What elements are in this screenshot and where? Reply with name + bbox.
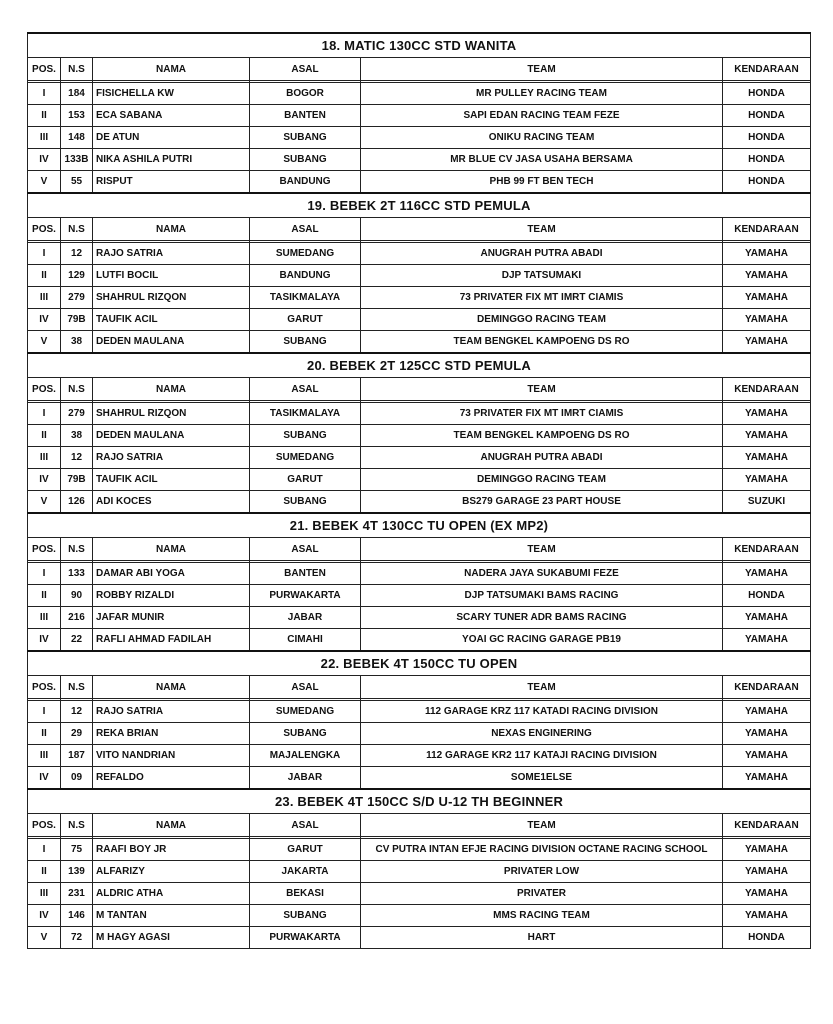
team-cell: PRIVATER LOW — [361, 861, 723, 883]
asal-cell: JABAR — [250, 767, 361, 790]
ns-cell: 279 — [61, 287, 93, 309]
table-row — [28, 309, 811, 331]
kendaraan-cell: YAMAHA — [723, 447, 811, 469]
asal-cell: GARUT — [250, 839, 361, 861]
kendaraan-cell: YAMAHA — [723, 745, 811, 767]
team-cell: DEMINGGO RACING TEAM — [361, 309, 723, 331]
header-nama: NAMA — [93, 814, 250, 837]
header-nama: NAMA — [93, 538, 250, 561]
kendaraan-cell: YAMAHA — [723, 767, 811, 790]
header-nama: NAMA — [93, 218, 250, 241]
kendaraan-cell: YAMAHA — [723, 331, 811, 354]
header-team: TEAM — [361, 676, 723, 699]
ns-cell: 38 — [61, 425, 93, 447]
table-row — [28, 265, 811, 287]
team-cell: CV PUTRA INTAN EFJE RACING DIVISION OCTANE RACING SCHOOL — [361, 839, 723, 861]
team-cell: MR PULLEY RACING TEAM — [361, 83, 723, 105]
header-team: TEAM — [361, 58, 723, 81]
pos-cell: II — [28, 265, 61, 287]
team-cell: 112 GARAGE KRZ 117 KATADI RACING DIVISION — [361, 701, 723, 723]
ns-cell: 29 — [61, 723, 93, 745]
nama-cell: ECA SABANA — [93, 105, 250, 127]
table-row — [28, 563, 811, 585]
team-cell: TEAM BENGKEL KAMPOENG DS RO — [361, 425, 723, 447]
team-cell: PRIVATER — [361, 883, 723, 905]
nama-cell: ADI KOCES — [93, 491, 250, 514]
team-cell: MR BLUE CV JASA USAHA BERSAMA — [361, 149, 723, 171]
kendaraan-cell: YAMAHA — [723, 861, 811, 883]
ns-cell: 126 — [61, 491, 93, 514]
team-cell: NEXAS ENGINERING — [361, 723, 723, 745]
kendaraan-cell: HONDA — [723, 127, 811, 149]
header-kendaraan: KENDARAAN — [723, 378, 811, 401]
header-asal: ASAL — [250, 538, 361, 561]
header-team: TEAM — [361, 538, 723, 561]
team-cell: ANUGRAH PUTRA ABADI — [361, 243, 723, 265]
pos-cell: I — [28, 403, 61, 425]
kendaraan-cell: HONDA — [723, 927, 811, 949]
header-ns: N.S — [61, 58, 93, 81]
team-cell: DJP TATSUMAKI BAMS RACING — [361, 585, 723, 607]
pos-cell: II — [28, 425, 61, 447]
asal-cell: SUBANG — [250, 905, 361, 927]
asal-cell: GARUT — [250, 309, 361, 331]
nama-cell: SHAHRUL RIZQON — [93, 287, 250, 309]
table-row — [28, 585, 811, 607]
nama-cell: RAFLI AHMAD FADILAH — [93, 629, 250, 652]
results-sheet — [27, 32, 810, 949]
pos-cell: IV — [28, 767, 61, 790]
pos-cell: III — [28, 127, 61, 149]
header-ns: N.S — [61, 218, 93, 241]
category-title: 18. MATIC 130CC STD WANITA — [28, 33, 811, 58]
pos-cell: III — [28, 287, 61, 309]
nama-cell: SHAHRUL RIZQON — [93, 403, 250, 425]
pos-cell: I — [28, 701, 61, 723]
asal-cell: BANTEN — [250, 105, 361, 127]
pos-cell: II — [28, 105, 61, 127]
asal-cell: GARUT — [250, 469, 361, 491]
kendaraan-cell: YAMAHA — [723, 287, 811, 309]
team-cell: SAPI EDAN RACING TEAM FEZE — [361, 105, 723, 127]
nama-cell: REKA BRIAN — [93, 723, 250, 745]
team-cell: 73 PRIVATER FIX MT IMRT CIAMIS — [361, 403, 723, 425]
asal-cell: SUBANG — [250, 491, 361, 514]
header-asal: ASAL — [250, 378, 361, 401]
asal-cell: BANDUNG — [250, 265, 361, 287]
pos-cell: IV — [28, 629, 61, 652]
header-ns: N.S — [61, 814, 93, 837]
column-header-row — [28, 378, 811, 401]
team-cell: ONIKU RACING TEAM — [361, 127, 723, 149]
kendaraan-cell: SUZUKI — [723, 491, 811, 514]
ns-cell: 148 — [61, 127, 93, 149]
kendaraan-cell: YAMAHA — [723, 425, 811, 447]
table-row — [28, 905, 811, 927]
nama-cell: RAJO SATRIA — [93, 701, 250, 723]
header-pos: POS. — [28, 218, 61, 241]
asal-cell: BEKASI — [250, 883, 361, 905]
header-team: TEAM — [361, 814, 723, 837]
nama-cell: DEDEN MAULANA — [93, 331, 250, 354]
category-title: 21. BEBEK 4T 130CC TU OPEN (EX MP2) — [28, 513, 811, 538]
header-pos: POS. — [28, 538, 61, 561]
header-ns: N.S — [61, 538, 93, 561]
ns-cell: 153 — [61, 105, 93, 127]
table-row — [28, 701, 811, 723]
nama-cell: DE ATUN — [93, 127, 250, 149]
pos-cell: IV — [28, 469, 61, 491]
asal-cell: SUBANG — [250, 149, 361, 171]
asal-cell: BANTEN — [250, 563, 361, 585]
asal-cell: CIMAHI — [250, 629, 361, 652]
table-row — [28, 839, 811, 861]
category-title: 19. BEBEK 2T 116CC STD PEMULA — [28, 193, 811, 218]
team-cell: 73 PRIVATER FIX MT IMRT CIAMIS — [361, 287, 723, 309]
kendaraan-cell: HONDA — [723, 585, 811, 607]
kendaraan-cell: YAMAHA — [723, 265, 811, 287]
pos-cell: II — [28, 585, 61, 607]
kendaraan-cell: YAMAHA — [723, 563, 811, 585]
ns-cell: 129 — [61, 265, 93, 287]
ns-cell: 139 — [61, 861, 93, 883]
kendaraan-cell: YAMAHA — [723, 607, 811, 629]
category-title-row — [28, 193, 811, 218]
table-row — [28, 105, 811, 127]
column-header-row — [28, 538, 811, 561]
kendaraan-cell: HONDA — [723, 83, 811, 105]
team-cell: NADERA JAYA SUKABUMI FEZE — [361, 563, 723, 585]
kendaraan-cell: YAMAHA — [723, 243, 811, 265]
pos-cell: III — [28, 745, 61, 767]
results-table — [27, 32, 811, 949]
ns-cell: 231 — [61, 883, 93, 905]
category-title-row — [28, 651, 811, 676]
ns-cell: 133 — [61, 563, 93, 585]
nama-cell: DAMAR ABI YOGA — [93, 563, 250, 585]
nama-cell: RAAFI BOY JR — [93, 839, 250, 861]
kendaraan-cell: HONDA — [723, 171, 811, 194]
ns-cell: 184 — [61, 83, 93, 105]
team-cell: MMS RACING TEAM — [361, 905, 723, 927]
ns-cell: 55 — [61, 171, 93, 194]
asal-cell: SUBANG — [250, 425, 361, 447]
team-cell: PHB 99 FT BEN TECH — [361, 171, 723, 194]
ns-cell: 22 — [61, 629, 93, 652]
category-title: 20. BEBEK 2T 125CC STD PEMULA — [28, 353, 811, 378]
asal-cell: JABAR — [250, 607, 361, 629]
asal-cell: SUMEDANG — [250, 243, 361, 265]
ns-cell: 75 — [61, 839, 93, 861]
asal-cell: MAJALENGKA — [250, 745, 361, 767]
ns-cell: 12 — [61, 701, 93, 723]
asal-cell: JAKARTA — [250, 861, 361, 883]
team-cell: YOAI GC RACING GARAGE PB19 — [361, 629, 723, 652]
nama-cell: RAJO SATRIA — [93, 243, 250, 265]
kendaraan-cell: YAMAHA — [723, 723, 811, 745]
ns-cell: 72 — [61, 927, 93, 949]
table-row — [28, 447, 811, 469]
table-row — [28, 883, 811, 905]
table-row — [28, 723, 811, 745]
ns-cell: 90 — [61, 585, 93, 607]
table-row — [28, 927, 811, 949]
team-cell: SOME1ELSE — [361, 767, 723, 790]
table-row — [28, 861, 811, 883]
category-title-row — [28, 353, 811, 378]
table-row — [28, 287, 811, 309]
header-team: TEAM — [361, 218, 723, 241]
pos-cell: I — [28, 83, 61, 105]
header-asal: ASAL — [250, 218, 361, 241]
table-row — [28, 149, 811, 171]
pos-cell: V — [28, 171, 61, 194]
category-title: 23. BEBEK 4T 150CC S/D U-12 TH BEGINNER — [28, 789, 811, 814]
team-cell: DEMINGGO RACING TEAM — [361, 469, 723, 491]
pos-cell: IV — [28, 905, 61, 927]
ns-cell: 38 — [61, 331, 93, 354]
nama-cell: LUTFI BOCIL — [93, 265, 250, 287]
table-row — [28, 243, 811, 265]
ns-cell: 133B — [61, 149, 93, 171]
pos-cell: V — [28, 331, 61, 354]
asal-cell: SUBANG — [250, 723, 361, 745]
ns-cell: 146 — [61, 905, 93, 927]
kendaraan-cell: YAMAHA — [723, 629, 811, 652]
table-row — [28, 607, 811, 629]
header-kendaraan: KENDARAAN — [723, 58, 811, 81]
nama-cell: RAJO SATRIA — [93, 447, 250, 469]
team-cell: BS279 GARAGE 23 PART HOUSE — [361, 491, 723, 514]
asal-cell: SUBANG — [250, 331, 361, 354]
nama-cell: ALFARIZY — [93, 861, 250, 883]
pos-cell: II — [28, 861, 61, 883]
asal-cell: PURWAKARTA — [250, 585, 361, 607]
table-row — [28, 331, 811, 354]
category-title-row — [28, 33, 811, 58]
category-title-row — [28, 789, 811, 814]
asal-cell: SUMEDANG — [250, 447, 361, 469]
pos-cell: IV — [28, 309, 61, 331]
table-row — [28, 171, 811, 194]
header-nama: NAMA — [93, 676, 250, 699]
header-pos: POS. — [28, 378, 61, 401]
asal-cell: PURWAKARTA — [250, 927, 361, 949]
pos-cell: II — [28, 723, 61, 745]
nama-cell: VITO NANDRIAN — [93, 745, 250, 767]
nama-cell: DEDEN MAULANA — [93, 425, 250, 447]
kendaraan-cell: YAMAHA — [723, 403, 811, 425]
team-cell: HART — [361, 927, 723, 949]
header-team: TEAM — [361, 378, 723, 401]
team-cell: DJP TATSUMAKI — [361, 265, 723, 287]
pos-cell: V — [28, 491, 61, 514]
header-kendaraan: KENDARAAN — [723, 538, 811, 561]
nama-cell: RISPUT — [93, 171, 250, 194]
header-ns: N.S — [61, 378, 93, 401]
column-header-row — [28, 814, 811, 837]
kendaraan-cell: YAMAHA — [723, 309, 811, 331]
kendaraan-cell: HONDA — [723, 105, 811, 127]
asal-cell: TASIKMALAYA — [250, 287, 361, 309]
nama-cell: NIKA ASHILA PUTRI — [93, 149, 250, 171]
ns-cell: 216 — [61, 607, 93, 629]
header-kendaraan: KENDARAAN — [723, 218, 811, 241]
category-title: 22. BEBEK 4T 150CC TU OPEN — [28, 651, 811, 676]
kendaraan-cell: YAMAHA — [723, 883, 811, 905]
nama-cell: FISICHELLA KW — [93, 83, 250, 105]
pos-cell: III — [28, 447, 61, 469]
header-asal: ASAL — [250, 676, 361, 699]
asal-cell: SUMEDANG — [250, 701, 361, 723]
team-cell: ANUGRAH PUTRA ABADI — [361, 447, 723, 469]
team-cell: TEAM BENGKEL KAMPOENG DS RO — [361, 331, 723, 354]
table-row — [28, 127, 811, 149]
kendaraan-cell: HONDA — [723, 149, 811, 171]
ns-cell: 79B — [61, 309, 93, 331]
category-title-row — [28, 513, 811, 538]
pos-cell: I — [28, 839, 61, 861]
kendaraan-cell: YAMAHA — [723, 469, 811, 491]
pos-cell: III — [28, 883, 61, 905]
nama-cell: ROBBY RIZALDI — [93, 585, 250, 607]
pos-cell: I — [28, 243, 61, 265]
table-row — [28, 629, 811, 652]
team-cell: SCARY TUNER ADR BAMS RACING — [361, 607, 723, 629]
pos-cell: IV — [28, 149, 61, 171]
table-row — [28, 83, 811, 105]
nama-cell: TAUFIK ACIL — [93, 469, 250, 491]
ns-cell: 279 — [61, 403, 93, 425]
pos-cell: V — [28, 927, 61, 949]
ns-cell: 79B — [61, 469, 93, 491]
ns-cell: 12 — [61, 447, 93, 469]
nama-cell: M HAGY AGASI — [93, 927, 250, 949]
pos-cell: I — [28, 563, 61, 585]
kendaraan-cell: YAMAHA — [723, 839, 811, 861]
table-row — [28, 745, 811, 767]
header-nama: NAMA — [93, 58, 250, 81]
team-cell: 112 GARAGE KR2 117 KATAJI RACING DIVISION — [361, 745, 723, 767]
asal-cell: TASIKMALAYA — [250, 403, 361, 425]
table-row — [28, 469, 811, 491]
column-header-row — [28, 218, 811, 241]
header-kendaraan: KENDARAAN — [723, 814, 811, 837]
column-header-row — [28, 58, 811, 81]
table-row — [28, 403, 811, 425]
nama-cell: M TANTAN — [93, 905, 250, 927]
header-pos: POS. — [28, 58, 61, 81]
table-row — [28, 425, 811, 447]
kendaraan-cell: YAMAHA — [723, 905, 811, 927]
asal-cell: BOGOR — [250, 83, 361, 105]
header-pos: POS. — [28, 676, 61, 699]
ns-cell: 09 — [61, 767, 93, 790]
header-nama: NAMA — [93, 378, 250, 401]
asal-cell: SUBANG — [250, 127, 361, 149]
ns-cell: 187 — [61, 745, 93, 767]
kendaraan-cell: YAMAHA — [723, 701, 811, 723]
pos-cell: III — [28, 607, 61, 629]
ns-cell: 12 — [61, 243, 93, 265]
nama-cell: REFALDO — [93, 767, 250, 790]
header-asal: ASAL — [250, 58, 361, 81]
column-header-row — [28, 676, 811, 699]
header-kendaraan: KENDARAAN — [723, 676, 811, 699]
nama-cell: TAUFIK ACIL — [93, 309, 250, 331]
asal-cell: BANDUNG — [250, 171, 361, 194]
header-ns: N.S — [61, 676, 93, 699]
table-row — [28, 491, 811, 514]
nama-cell: ALDRIC ATHA — [93, 883, 250, 905]
header-pos: POS. — [28, 814, 61, 837]
header-asal: ASAL — [250, 814, 361, 837]
table-row — [28, 767, 811, 790]
nama-cell: JAFAR MUNIR — [93, 607, 250, 629]
